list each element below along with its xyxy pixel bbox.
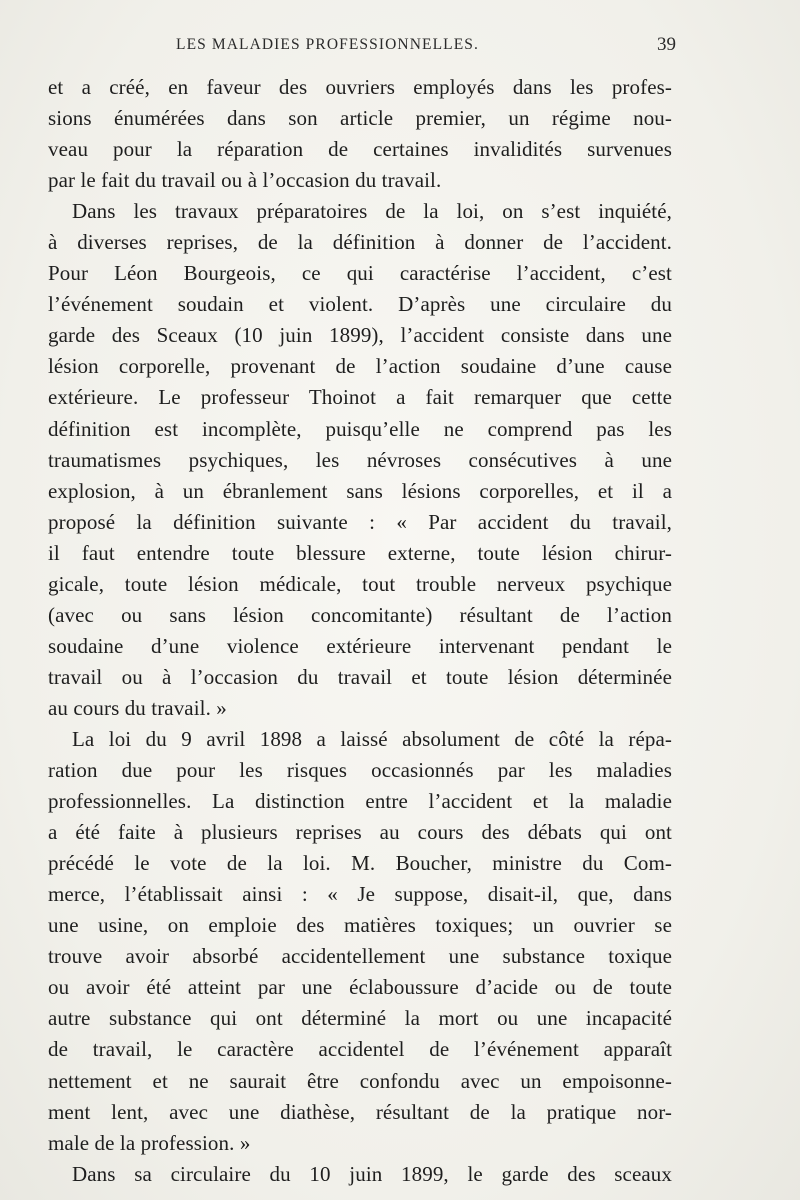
text-line: il faut entendre toute blessure externe, toute lésion chirur- xyxy=(48,540,672,565)
text-line: Dans sa circulaire du 10 juin 1899, le garde des sceaux xyxy=(72,1161,672,1186)
text-line: traumatismes psychiques, les névroses consécutives à une xyxy=(48,447,672,472)
text-line: par le fait du travail ou à l’occasion du travail. xyxy=(48,168,442,193)
text-line: définition est incomplète, puisqu’elle ne comprend pas les xyxy=(48,416,672,441)
text-line: La loi du 9 avril 1898 a laissé absolument de côté la répa- xyxy=(72,726,672,751)
text-line: ment lent, avec une diathèse, résultant de la pratique nor- xyxy=(48,1099,672,1124)
text-line: l’événement soudain et violent. D’après une circulaire du xyxy=(48,292,672,317)
text-line: trouve avoir absorbé accidentellement une substance toxique xyxy=(48,944,672,969)
text-line: précédé le vote de la loi. M. Boucher, ministre du Com- xyxy=(48,851,672,876)
running-head xyxy=(0,34,800,62)
text-line: (avec ou sans lésion concomitante) résultant de l’action xyxy=(48,602,672,627)
text-line: et a créé, en faveur des ouvriers employés dans les profes- xyxy=(48,75,672,99)
text-line: au cours du travail. » xyxy=(48,695,227,720)
text-line: autre substance qui ont déterminé la mort ou une incapacité xyxy=(48,1006,672,1031)
text-line: explosion, à un ébranlement sans lésions corporelles, et il a xyxy=(48,478,672,503)
text-line: merce, l’établissait ainsi : « Je suppose, disait-il, que, dans xyxy=(48,882,672,907)
text-line: soudaine d’une violence extérieure intervenant pendant le xyxy=(48,633,672,658)
text-line: ration due pour les risques occasionnés par les maladies xyxy=(48,758,672,783)
text-line: garde des Sceaux (10 juin 1899), l’accident consiste dans une xyxy=(48,323,672,348)
text-line: lésion corporelle, provenant de l’action soudaine d’une cause xyxy=(48,354,672,379)
text-line: une usine, on emploie des matières toxiques; un ouvrier se xyxy=(48,913,672,938)
running-title: LES MALADIES PROFESSIONNELLES. xyxy=(176,36,479,53)
text-line: de travail, le caractère accidentel de l’événement apparaît xyxy=(48,1037,672,1062)
text-line: Dans les travaux préparatoires de la loi, on s’est inquiété, xyxy=(72,199,672,224)
text-line: proposé la définition suivante : « Par accident du travail, xyxy=(48,509,672,534)
paragraph xyxy=(48,1159,672,1190)
text-line: male de la profession. » xyxy=(48,1130,251,1155)
text-line: Pour Léon Bourgeois, ce qui caractérise l’accident, c’est xyxy=(48,261,672,286)
paragraph xyxy=(48,724,672,1159)
paragraph xyxy=(48,196,672,724)
text-line: extérieure. Le professeur Thoinot a fait remarquer que cette xyxy=(48,385,672,410)
paragraph xyxy=(48,72,672,196)
text-line: travail ou à l’occasion du travail et toute lésion déterminée xyxy=(48,664,672,689)
body-text xyxy=(48,72,672,1190)
text-line: sions énumérées dans son article premier, un régime nou- xyxy=(48,106,672,131)
text-line: nettement et ne saurait être confondu avec un empoisonne- xyxy=(48,1068,672,1093)
text-line: professionnelles. La distinction entre l’accident et la maladie xyxy=(48,789,672,814)
text-line: gicale, toute lésion médicale, tout trouble nerveux psychique xyxy=(48,571,672,596)
text-line: veau pour la réparation de certaines invalidités survenues xyxy=(48,137,672,162)
text-line: a été faite à plusieurs reprises au cours des débats qui ont xyxy=(48,820,672,845)
text-line: ou avoir été atteint par une éclaboussure d’acide ou de toute xyxy=(48,975,672,1000)
page-number: 39 xyxy=(657,34,676,55)
text-line: à diverses reprises, de la définition à donner de l’accident. xyxy=(48,230,672,255)
